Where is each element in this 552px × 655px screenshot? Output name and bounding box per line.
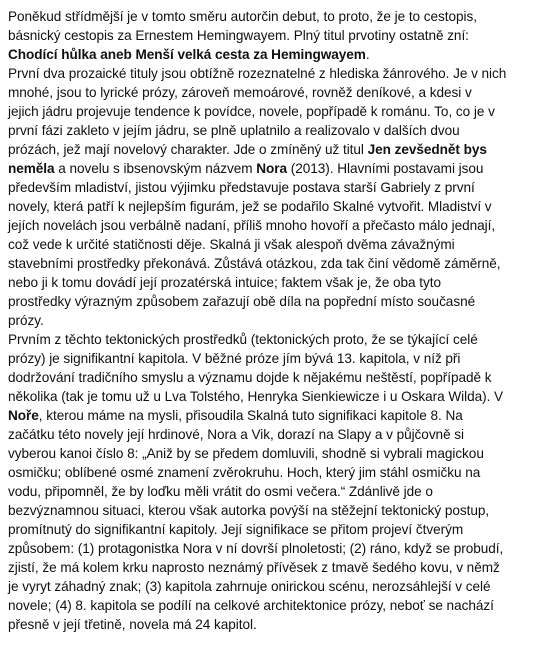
text-run: mnohé, jsou to lyrické prózy, zároveň memoárové, rovněž deníkové, a kdesi v <box>8 85 472 100</box>
text-line <box>8 463 480 482</box>
bold-title-text: Jen zevšednět bys <box>367 142 487 157</box>
text-run: prózy. <box>8 313 44 328</box>
bold-title-text: neměla <box>8 161 55 176</box>
text-run: básnický cestopis za Ernestem Hemingwayem. Plný titul prvotiny ostatně zní: <box>8 28 469 43</box>
text-run: bezvýznamnou situaci, kterou však autorka povýší na stěžejní tektonický postup, <box>8 503 490 518</box>
text-line <box>8 387 503 406</box>
text-run: , kterou máme na mysli, přisoudila Skalná tuto signifikaci kapitole 8. Na <box>38 408 463 423</box>
text-line <box>8 349 460 368</box>
text-line <box>8 368 492 387</box>
text-run: nebo ji k tomu dovádí její prozatérská intuice; faktem však je, že oba tyto <box>8 275 441 290</box>
text-line <box>8 615 257 634</box>
text-run: První dva prozaické tituly jsou obtížně rozeznatelné z hlediska žánrového. Je v nich <box>8 66 507 81</box>
text-run: prózách, jež mají novelový charakter. Jde o zmíněný už titul <box>8 142 368 157</box>
text-run: především mladiství, jistou výjimku představuje postava starší Gabriely z první <box>8 180 475 195</box>
text-line <box>8 501 489 520</box>
bold-title-text: Noře <box>8 408 39 423</box>
text-run: několika (tak je tomu už u Lva Tolstého, Henryka Sienkiewicze i u Oskara Wilda). V <box>8 389 504 404</box>
bold-title-text: Nora <box>256 161 288 176</box>
text-run: zjistí, že má kolem krku naprosto neznámý přívěsek z tmavě šedého kovu, v němž <box>8 560 500 575</box>
text-line <box>8 102 495 121</box>
text-run: . <box>365 47 370 62</box>
text-run: (2013). Hlavními postavami jsou <box>287 161 484 176</box>
text-run: prózy) je signifikantní kapitola. V běžné próze jím bývá 13. kapitola, v níž při <box>8 351 461 366</box>
text-line <box>8 425 464 444</box>
text-run: novely, která patří k nejlepším figurám, jež se podařilo Skalné vytvořit. Mladiství v <box>8 199 492 214</box>
text-line <box>8 292 475 311</box>
text-line <box>8 235 455 254</box>
text-line <box>8 26 469 45</box>
text-line <box>8 178 475 197</box>
text-line <box>8 520 463 539</box>
text-run: stavebními prostředky překonává. Zůstává otázkou, zda tak činí vědomě záměrně, <box>8 256 501 271</box>
text-run: prostředky výrazným způsobem zařazují obě díla na popřední místo současné <box>8 294 476 309</box>
text-line <box>8 45 370 64</box>
text-run: vodu, připomněl, že by loďku měli vrátit do osmi večera.“ Zdánlivě jde o <box>8 484 433 499</box>
text-line <box>8 140 487 159</box>
text-run: jejích novelách jsou verbálně nadaní, příliš mnoho hovoří a přečasto málo jednají, <box>8 218 496 233</box>
text-line <box>8 444 484 463</box>
text-run: první fázi zakleto v jejím jádru, se plně uplatnilo a realizovalo v dalších dvou <box>8 123 460 138</box>
text-line <box>8 558 500 577</box>
text-line <box>8 159 483 178</box>
bold-title-text: Chodící hůlka aneb Menší velká cesta za Hemingwayem <box>8 47 366 62</box>
text-line <box>8 254 501 273</box>
text-line <box>8 197 492 216</box>
text-line <box>8 273 441 292</box>
text-run: dodržování tradičního smyslu a významu dojde k nějakému neštěstí, popřípadě k <box>8 370 492 385</box>
text-line <box>8 83 472 102</box>
text-run: začátku této novely její hrdinové, Nora a Vik, dorazí na Slapy a v půjčovně si <box>8 427 465 442</box>
text-line <box>8 330 478 349</box>
text-run: což vede k určité statičnosti děje. Skalná ji však alespoň dvěma závažnými <box>8 237 455 252</box>
text-line <box>8 64 506 83</box>
text-run: Poněkud střídmější je v tomto směru autorčin debut, to proto, že je to cestopis, <box>8 9 477 24</box>
text-run: a novelu s ibsenovským názvem <box>54 161 257 176</box>
text-run: způsobem: (1) protagonistka Nora v ní dovrší plnoletosti; (2) ráno, když se probudí, <box>8 541 504 556</box>
text-run: je vyryt záhadný znak; (3) kapitola zahrnuje onirickou scénu, nerozsáhlejší v celé <box>8 579 491 594</box>
text-line <box>8 406 463 425</box>
text-run: novele; (4) 8. kapitola se podílí na celkové architektonice prózy, neboť se nachází <box>8 598 494 613</box>
text-line <box>8 216 495 235</box>
text-line <box>8 311 44 330</box>
text-line <box>8 577 491 596</box>
text-line <box>8 482 433 501</box>
text-line <box>8 7 477 26</box>
text-run: jejich jádru projevuje tendence k povídce, novele, popřípadě k románu. To, co je v <box>8 104 495 119</box>
text-run: vyberou kanoi číslo 8: „Aniž by se předem domluvili, shodně si vybrali magickou <box>8 446 484 461</box>
text-line <box>8 596 494 615</box>
text-line <box>8 539 503 558</box>
text-run: Prvním z těchto tektonických prostředků (tektonických proto, že se týkající celé <box>8 332 478 347</box>
text-run: promítnutý do signifikantní kapitoly. Její signifikace se přitom projeví čtverým <box>8 522 464 537</box>
text-run: přesně v její třetině, novela má 24 kapitol. <box>8 617 257 632</box>
text-run: osmičku; oblíbené osmé znamení zvěrokruhu. Hoch, který jim stáhl osmičku na <box>8 465 481 480</box>
text-line <box>8 121 460 140</box>
